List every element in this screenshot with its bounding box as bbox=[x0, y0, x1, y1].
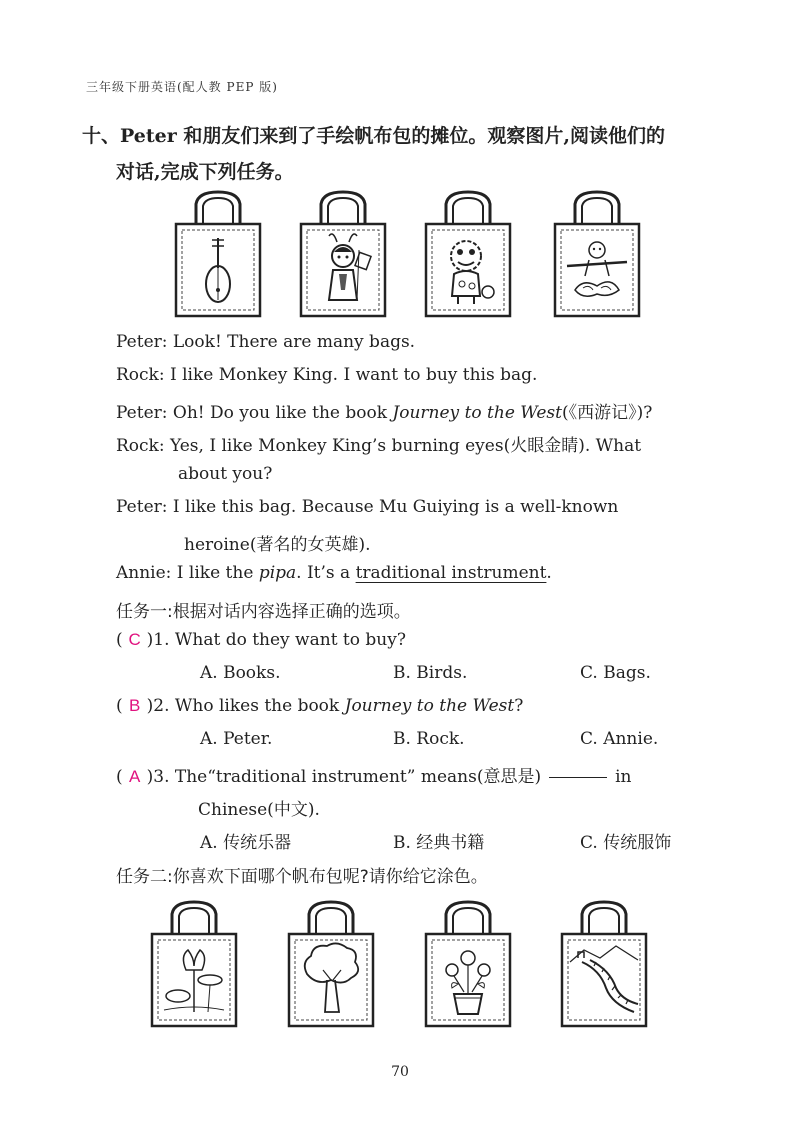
question-1 bbox=[116, 630, 406, 650]
question-title-line2: 对话,完成下列任务。 bbox=[116, 161, 294, 183]
dialogue-line-5: about you? bbox=[178, 464, 273, 484]
q3-option-a[interactable]: A. 传统乐器 bbox=[200, 833, 292, 853]
dialogue-line-6: Peter: I like this bag. Because Mu Guiying is a well-known bbox=[116, 497, 619, 517]
dialogue-line-8-part-e: . bbox=[546, 563, 552, 583]
dialogue-line-2: Rock: I like Monkey King. I want to buy this bag. bbox=[116, 365, 538, 385]
q2-text-a: )2. Who likes the book bbox=[146, 696, 345, 716]
monkey-king-bag-illustration bbox=[553, 190, 641, 318]
q3-text-a: )3. The“traditional instrument” means(意思是) bbox=[146, 767, 542, 787]
q3-line2: Chinese(中文). bbox=[198, 800, 320, 820]
dialogue-line-8 bbox=[116, 563, 552, 583]
q1-option-b[interactable]: B. Birds. bbox=[393, 663, 468, 683]
pipa-bag-illustration bbox=[174, 190, 262, 318]
q1-option-a[interactable]: A. Books. bbox=[200, 663, 281, 683]
question-title-line1: 十、Peter 和朋友们来到了手绘帆布包的摊位。观察图片,阅读他们的 bbox=[82, 125, 665, 147]
dialogue-line-7: heroine(著名的女英雄). bbox=[184, 535, 371, 555]
tree-bag-illustration[interactable] bbox=[287, 900, 375, 1028]
q2-option-a[interactable]: A. Peter. bbox=[200, 729, 273, 749]
q3-text-b: in bbox=[615, 767, 632, 787]
q2-option-c[interactable]: C. Annie. bbox=[580, 729, 659, 749]
question-3 bbox=[116, 762, 632, 787]
q3-answer[interactable]: A bbox=[128, 767, 141, 786]
q2-text-c: ? bbox=[514, 696, 524, 716]
dialogue-line-8-part-c: . It’s a bbox=[296, 563, 356, 583]
question-title bbox=[82, 118, 732, 190]
q2-answer[interactable]: B bbox=[128, 696, 141, 715]
page-number: 70 bbox=[391, 1064, 409, 1080]
book-title-journey-to-the-west: Journey to the West bbox=[392, 403, 562, 423]
flower-pot-bag-illustration[interactable] bbox=[424, 900, 512, 1028]
q2-book-title: Journey to the West bbox=[344, 696, 515, 716]
mu-guiying-bag-illustration bbox=[299, 190, 387, 318]
dialogue-line-3-part-c: (《西游记》)? bbox=[561, 403, 653, 423]
task2-title: 任务二:你喜欢下面哪个帆布包呢?请你给它涂色。 bbox=[116, 867, 488, 887]
task1-title: 任务一:根据对话内容选择正确的选项。 bbox=[116, 602, 411, 622]
dialogue-line-1: Peter: Look! There are many bags. bbox=[116, 332, 416, 352]
lion-dance-bag-illustration bbox=[424, 190, 512, 318]
q1-answer[interactable]: C bbox=[128, 630, 141, 649]
book-header: 三年级下册英语(配人教 PEP 版) bbox=[86, 80, 278, 94]
q3-paren-open: ( bbox=[116, 767, 123, 787]
traditional-instrument-phrase: traditional instrument bbox=[355, 563, 547, 583]
q3-option-c[interactable]: C. 传统服饰 bbox=[580, 833, 672, 853]
q1-text: )1. What do they want to buy? bbox=[146, 630, 406, 650]
q2-option-b[interactable]: B. Rock. bbox=[393, 729, 465, 749]
dialogue-line-4: Rock: Yes, I like Monkey King’s burning eyes(火眼金睛). What bbox=[116, 436, 642, 456]
dialogue-line-8-part-a: Annie: I like the bbox=[116, 563, 259, 583]
pipa-word: pipa bbox=[258, 563, 297, 583]
great-wall-bag-illustration[interactable] bbox=[560, 900, 648, 1028]
question-2 bbox=[116, 696, 523, 716]
q1-paren-open: ( bbox=[116, 630, 123, 650]
dialogue-line-3 bbox=[116, 398, 652, 423]
dialogue-line-3-part-a: Peter: Oh! Do you like the book bbox=[116, 403, 393, 423]
lotus-bag-illustration[interactable] bbox=[150, 900, 238, 1028]
q2-paren-open: ( bbox=[116, 696, 123, 716]
q3-option-b[interactable]: B. 经典书籍 bbox=[393, 833, 485, 853]
q3-blank[interactable] bbox=[549, 777, 607, 778]
q1-option-c[interactable]: C. Bags. bbox=[580, 663, 651, 683]
